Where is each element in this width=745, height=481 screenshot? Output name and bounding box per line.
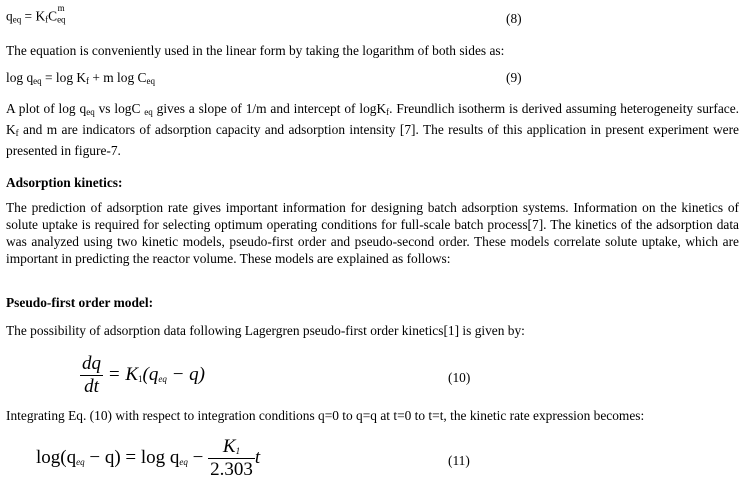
- eq8-k-sub: f: [45, 14, 49, 25]
- heading-adsorption-kinetics: Adsorption kinetics:: [6, 175, 123, 190]
- eq11-lhs-sub: eq: [76, 456, 85, 467]
- eq11-numerator-k: K: [222, 436, 236, 457]
- integration-text: Integrating Eq. (10) with respect to integration conditions q=0 to q=q at t=0 to t=t, the kinetic rate expression becomes:: [6, 408, 645, 423]
- eq11-t: t: [254, 446, 261, 468]
- eq11-middle-sub: eq: [179, 456, 188, 467]
- para1-sub-b: eq: [144, 107, 153, 117]
- equation-9-number: (9): [506, 70, 522, 85]
- kinetics-paragraph: The prediction of adsorption rate gives important information for designing batch adsorption systems. Information on the kinetics of solute uptake is required for selecting optimum operating conditions for full-scale batch process[7]. The kinetics of the adsorption data was analyzed using two kinetic models, pseudo-first order and pseudo-second order. These models correlate solute uptake, which are important in predicting the reactor volume. These models are explained as follows:: [6, 200, 739, 266]
- eq8-c-sup: m: [57, 3, 65, 13]
- eq10-paren-open: (q: [142, 363, 159, 385]
- equation-8-number: (8): [506, 11, 522, 26]
- eq10-numerator: dq: [82, 353, 101, 374]
- equation-10-number: (10): [448, 370, 471, 385]
- eq11-fraction: [208, 436, 255, 481]
- eq9-part1-sub: eq: [33, 76, 42, 86]
- eq8-c-sub: eq: [57, 14, 66, 25]
- eq11-lhs: log(q: [36, 446, 77, 468]
- eq11-denominator: 2.303: [210, 459, 253, 480]
- equation-10: [80, 353, 205, 398]
- eq9-part1: log q: [6, 70, 34, 85]
- eq10-rhs-sub: 1: [138, 373, 143, 384]
- eq9-part3: + m log C: [89, 70, 147, 85]
- eq9-part2-sub: f: [86, 76, 90, 86]
- eq8-lhs-sub: eq: [12, 14, 22, 25]
- para1-sub-c: f: [386, 107, 390, 117]
- eq8-lhs: q: [6, 8, 13, 24]
- para1-text-b: vs logC: [94, 101, 145, 116]
- linear-form-intro: The equation is conveniently used in the linear form by taking the logarithm of both sides as:: [6, 43, 505, 58]
- pseudo-first-order-intro: The possibility of adsorption data following Lagergren pseudo-first order kinetics[1] is given by:: [6, 323, 525, 338]
- heading-pseudo-first-order: Pseudo-first order model:: [6, 295, 154, 310]
- eq9-part2: = log K: [41, 70, 87, 85]
- equation-8: [6, 3, 73, 25]
- eq10-fraction: [80, 353, 103, 398]
- para1-sub-a: eq: [86, 107, 95, 117]
- para1-sub-d: f: [15, 128, 19, 138]
- eq11-middle: − q) = log q: [84, 446, 180, 468]
- para1-text-a: A plot of log q: [6, 101, 87, 116]
- eq11-numerator: [208, 436, 255, 459]
- eq11-numerator-sub: 1: [235, 446, 241, 456]
- equation-11: [36, 436, 260, 481]
- eq8-c: C: [48, 8, 58, 24]
- freundlich-paragraph: [6, 100, 739, 159]
- equation-9: [6, 70, 155, 86]
- eq10-rhs: = K: [103, 363, 138, 385]
- para1-text-d: . Freundlich isotherm is derived assuming heterogeneity surface. K: [6, 101, 740, 137]
- eq9-part3-sub: eq: [146, 76, 155, 86]
- eq8-k: = K: [21, 8, 46, 24]
- eq10-denominator: dt: [84, 376, 99, 397]
- eq10-paren-sub: eq: [158, 373, 167, 384]
- equation-11-number: (11): [448, 453, 470, 468]
- para1-text-c: gives a slope of 1/m and intercept of logK: [152, 101, 387, 116]
- eq11-minus: −: [187, 446, 209, 468]
- para1-text-e: and m are indicators of adsorption capacity and adsorption intensity [7]. The results of this application in present experiment were presented in figure-7.: [6, 122, 739, 158]
- eq10-paren-close: − q): [166, 363, 205, 385]
